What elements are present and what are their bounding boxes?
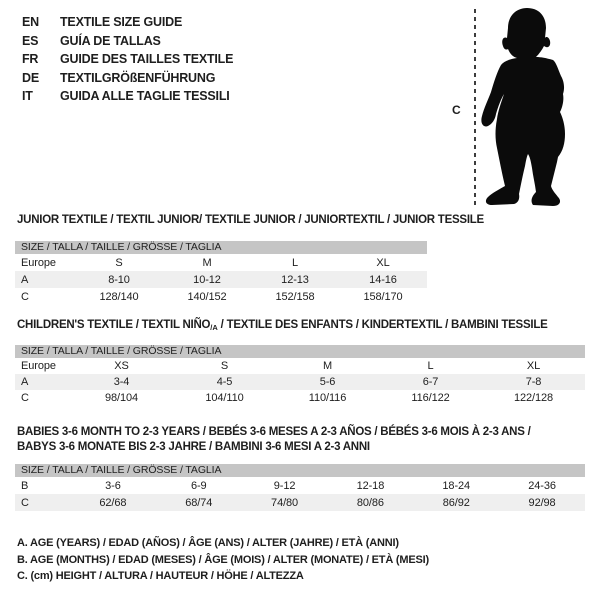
row-label: Europe bbox=[21, 360, 56, 372]
lang-code: DE bbox=[22, 70, 39, 85]
title-text: CHILDREN'S TEXTILE / TEXTIL NIÑO bbox=[17, 319, 211, 331]
table-row bbox=[15, 390, 585, 406]
size-cell: XS bbox=[114, 360, 129, 372]
footnote-c: C. (cm) HEIGHT / ALTURA / HAUTEUR / HÖHE / ALTEZZA bbox=[17, 570, 304, 582]
age-cell: 3-4 bbox=[113, 376, 130, 388]
lang-row-fr bbox=[22, 50, 233, 69]
height-cell: 92/98 bbox=[528, 496, 556, 509]
junior-table-title: JUNIOR TEXTILE / TEXTIL JUNIOR/ TEXTILE JUNIOR / JUNIORTEXTIL / JUNIOR TESSILE bbox=[17, 214, 484, 226]
row-label: C bbox=[21, 392, 29, 404]
table-row bbox=[15, 254, 427, 271]
size-cell: XL bbox=[376, 256, 390, 269]
children-table-title bbox=[17, 318, 548, 335]
height-cell: 74/80 bbox=[271, 496, 299, 509]
size-cell: S bbox=[115, 256, 123, 269]
height-cell: 86/92 bbox=[442, 496, 470, 509]
babies-table-title bbox=[17, 425, 531, 455]
language-title-list bbox=[22, 13, 233, 106]
lang-title: GUÍA DE TALLAS bbox=[60, 33, 161, 48]
table-row bbox=[15, 477, 585, 494]
row-label: C bbox=[21, 496, 29, 509]
table-row bbox=[15, 358, 585, 374]
children-size-table bbox=[15, 358, 585, 406]
lang-code: FR bbox=[22, 52, 39, 66]
lang-row-it bbox=[22, 87, 233, 106]
table-row bbox=[15, 271, 427, 288]
table-row bbox=[15, 494, 585, 511]
age-cell: 24-36 bbox=[528, 479, 556, 492]
lang-row-es bbox=[22, 32, 233, 51]
height-cell: 128/140 bbox=[99, 290, 139, 303]
age-cell: 10-12 bbox=[193, 273, 221, 286]
lang-code: ES bbox=[22, 33, 39, 48]
height-cell: 98/104 bbox=[104, 392, 139, 404]
age-cell: 12-13 bbox=[281, 273, 309, 286]
toddler-silhouette-icon bbox=[470, 0, 600, 215]
lang-code: EN bbox=[22, 15, 39, 29]
row-label: A bbox=[21, 273, 29, 286]
footnote-a: A. AGE (YEARS) / EDAD (AÑOS) / ÂGE (ANS) / ALTER (JAHRE) / ETÀ (ANNI) bbox=[17, 537, 399, 549]
age-cell: 14-16 bbox=[369, 273, 397, 286]
age-cell: 5-6 bbox=[319, 376, 336, 388]
age-cell: 8-10 bbox=[108, 273, 130, 286]
height-cell: 116/122 bbox=[411, 392, 450, 404]
size-cell: XL bbox=[526, 360, 541, 372]
age-cell: 3-6 bbox=[105, 479, 121, 492]
height-cell: 140/152 bbox=[187, 290, 227, 303]
height-cell: 62/68 bbox=[99, 496, 127, 509]
age-cell: 9-12 bbox=[273, 479, 296, 492]
row-label: Europe bbox=[21, 256, 56, 269]
lang-title: GUIDE DES TAILLES TEXTILE bbox=[60, 52, 234, 66]
size-cell: M bbox=[202, 256, 212, 269]
lang-title: TEXTILGRÖßENFÜHRUNG bbox=[60, 70, 216, 85]
height-cell: 80/86 bbox=[356, 496, 384, 509]
footnote-b: B. AGE (MONTHS) / EDAD (MESES) / ÂGE (MOIS) / ALTER (MONATE) / ETÀ (MESI) bbox=[17, 553, 429, 566]
babies-size-header-bar: SIZE / TALLA / TAILLE / GRÖSSE / TAGLIA bbox=[15, 464, 585, 477]
height-cell: 152/158 bbox=[275, 290, 315, 303]
age-cell: 6-9 bbox=[190, 479, 207, 492]
title-subscript: /A bbox=[210, 323, 218, 332]
age-cell: 7-8 bbox=[525, 376, 542, 388]
size-cell: L bbox=[427, 360, 434, 372]
babies-size-table bbox=[15, 477, 585, 511]
lang-code: IT bbox=[22, 89, 33, 103]
junior-size-header-bar: SIZE / TALLA / TAILLE / GRÖSSE / TAGLIA bbox=[15, 241, 427, 254]
height-cell: 68/74 bbox=[185, 496, 213, 509]
junior-size-table bbox=[15, 254, 427, 305]
age-cell: 18-24 bbox=[442, 479, 471, 492]
lang-title: GUIDA ALLE TAGLIE TESSILI bbox=[60, 89, 230, 103]
row-label: C bbox=[21, 290, 29, 303]
age-cell: 4-5 bbox=[216, 376, 233, 388]
footnote-legend bbox=[17, 535, 429, 585]
row-label: B bbox=[21, 479, 29, 492]
height-measure-label: C bbox=[452, 103, 461, 117]
lang-title: TEXTILE SIZE GUIDE bbox=[60, 15, 183, 29]
babies-title-line1: BABIES 3-6 MONTH TO 2-3 YEARS / BEBÉS 3-6 MESES A 2-3 AÑOS / BÉBÉS 3-6 MOIS À 2-3 ANS / bbox=[17, 426, 531, 438]
lang-row-de bbox=[22, 69, 233, 88]
children-size-header-bar: SIZE / TALLA / TAILLE / GRÖSSE / TAGLIA bbox=[15, 345, 585, 358]
height-cell: 104/110 bbox=[205, 392, 244, 404]
height-cell: 122/128 bbox=[513, 392, 554, 404]
row-label: A bbox=[21, 376, 29, 388]
title-text: / TEXTILE DES ENFANTS / KINDERTEXTIL / BAMBINI TESSILE bbox=[217, 319, 548, 331]
height-cell: 110/116 bbox=[308, 392, 347, 404]
height-cell: 158/170 bbox=[363, 290, 403, 303]
table-row bbox=[15, 288, 427, 305]
size-cell: M bbox=[322, 360, 333, 372]
size-cell: S bbox=[220, 360, 229, 372]
age-cell: 12-18 bbox=[356, 479, 385, 492]
babies-title-line2: BABYS 3-6 MONATE BIS 2-3 JAHRE / BAMBINI 3-6 MESI A 2-3 ANNI bbox=[17, 441, 370, 453]
lang-row-en bbox=[22, 13, 233, 32]
size-cell: L bbox=[291, 256, 299, 269]
table-row bbox=[15, 374, 585, 390]
age-cell: 6-7 bbox=[422, 376, 439, 388]
